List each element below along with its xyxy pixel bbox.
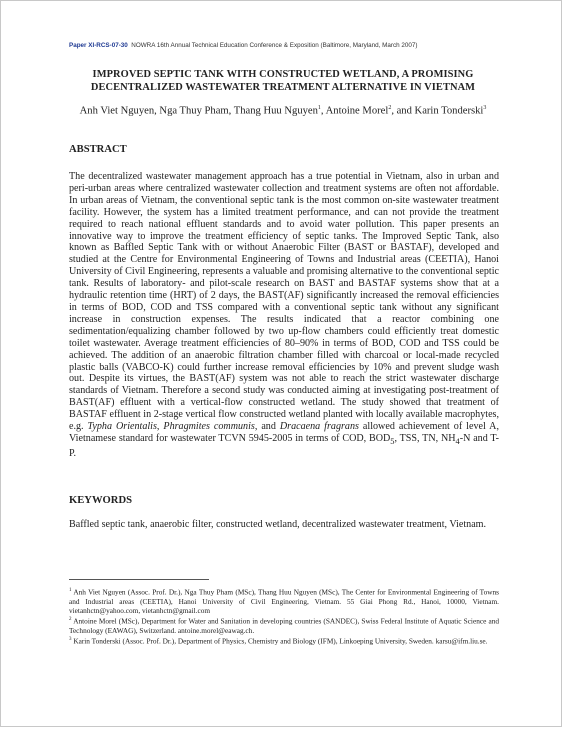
affiliation-mark-2: 2	[388, 105, 392, 111]
paper-code: Paper XI-RCS-07-30	[69, 42, 128, 49]
author-list	[67, 105, 499, 117]
footnote-2-text: Antoine Morel (MSc), Department for Water and Sanitation in developing countries (SANDEC), Swiss Federal Institute of Aquatic Science and Technology (EAWAG), Switzerland. antoine.morel@eawag.ch.	[69, 616, 499, 636]
footnote-2	[69, 615, 499, 635]
authors-group-3: , and Karin Tonderski	[391, 105, 484, 117]
running-head	[69, 42, 509, 49]
keywords-body: Baffled septic tank, anaerobic filter, constructed wetland, decentralized wastewater treatment, Vietnam.	[69, 519, 487, 530]
abstract-text-2: ,	[156, 421, 164, 433]
nh-subscript: 4	[455, 436, 460, 446]
abstract-text-1: The decentralized wastewater management approach has a true potential in Vietnam, also in urban and peri-urban areas where centralized wastewater collection and treatment systems are often not affordable. In urban areas of Vietnam, the conventional septic tank is the most common on-site wastewater treatment facility. However, the system has a limited treatment performance, and can not provide the treatment required to reach national effluent standards and to avoid water pollution. This paper presents an innovative way to improve the treatment efficiency of septic tanks. The Improved Septic Tank, also known as Baffled Septic Tank with or without Anaerobic Filter (BAST or BASTAF), developed and studied at the Centre for Environmental Engineering of Towns and Industrial areas (CEETIA), Hanoi University of Civil Engineering, represents a valuable and promising alternative to the conventional septic tank. Results of laboratory- and pilot-scale research on BAST and BASTAF systems show that at a hydraulic retention time (HRT) of 2 days, the BAST(AF) significantly increased the removal efficiencies in terms of BOD, COD and TSS compared with a conventional septic tank without any significant increase in construction expenses. The results indicated that a reactor combining one sedimentation/equalizing chamber followed by two up-flow chambers could efficiently treat domestic toilet wastewater. Average treatment efficiencies of 80–90% in terms of BOD, COD and TSS could be achieved. The addition of an anaerobic filtration chamber filled with charcoal or local-made recycled plastic balls (VABCO-K) could further increase removal efficiencies by 10% and prevent sludge wash out. Despite its virtues, the BAST(AF) system was not able to reach the strict wastewater discharge standards of Vietnam. Therefore a second study was conducted aiming at investigating post-treatment of BAST(AF) effluent with a vertical-flow constructed wetland. The study showed that treatment of BASTAF effluent in 2-stage vertical flow constructed wetland planted with locally available macrophytes, e.g.	[69, 171, 499, 433]
footnote-1-text: Anh Viet Nguyen (Assoc. Prof. Dr.), Nga Thuy Pham (MSc), Thang Huu Nguyen (MSc), The Center for Environmental Engineering of Towns and Industrial areas (CEETIA), Hanoi University of Civil Engineering, Vietnam. 55 Giai Phong Rd., Hanoi, 10000, Vietnam. vietanhctn@yahoo.com, vietanhctn@gmail.com	[69, 587, 499, 616]
authors-group-1: Anh Viet Nguyen, Nga Thuy Pham, Thang Huu Nguyen	[79, 105, 318, 117]
species-dracaena: Dracaena fragrans	[279, 421, 359, 433]
abstract-text-3: , and	[254, 421, 280, 433]
affiliation-mark-1: 1	[317, 105, 321, 111]
title-line-1: IMPROVED SEPTIC TANK WITH CONSTRUCTED WETLAND, A PROMISING	[92, 69, 474, 80]
footnote-3	[69, 635, 499, 646]
abstract-body	[69, 171, 499, 460]
footnotes	[69, 586, 499, 646]
paper-title	[67, 68, 499, 94]
footnote-2-mark: 2	[69, 617, 72, 623]
footnote-1	[69, 586, 499, 615]
footnote-1-mark: 1	[69, 588, 72, 593]
footnote-3-text: Karin Tonderski (Assoc. Prof. Dr.), Department of Physics, Chemistry and Biology (IFM), Linkoeping University, Sweden. karsu@ifm.liu.se.	[71, 636, 488, 646]
footnote-3-mark: 3	[69, 637, 72, 643]
abstract-text-6: -N and T-P.	[69, 432, 499, 459]
abstract-text-4: allowed achievement of level A, Vietnamese standard for wastewater TCVN 5945-2005 in terms of COD, BOD	[69, 421, 499, 444]
species-phragmites: Phragmites communis	[163, 421, 255, 433]
species-typha: Typha Orientalis	[87, 421, 157, 433]
abstract-heading: ABSTRACT	[69, 144, 127, 155]
conference-name: NOWRA 16th Annual Technical Education Conference & Exposition (Baltimore, Maryland, March 2007)	[131, 42, 418, 49]
abstract-text-5: , TSS, TN, NH	[394, 432, 456, 444]
bod-subscript: 5	[390, 436, 395, 446]
affiliation-mark-3: 3	[483, 105, 487, 111]
title-line-2: DECENTRALIZED WASTEWATER TREATMENT ALTERNATIVE IN VIETNAM	[90, 82, 476, 93]
keywords-heading: KEYWORDS	[69, 495, 132, 506]
footnote-rule	[69, 579, 209, 580]
authors-group-2: , Antoine Morel	[320, 105, 389, 117]
